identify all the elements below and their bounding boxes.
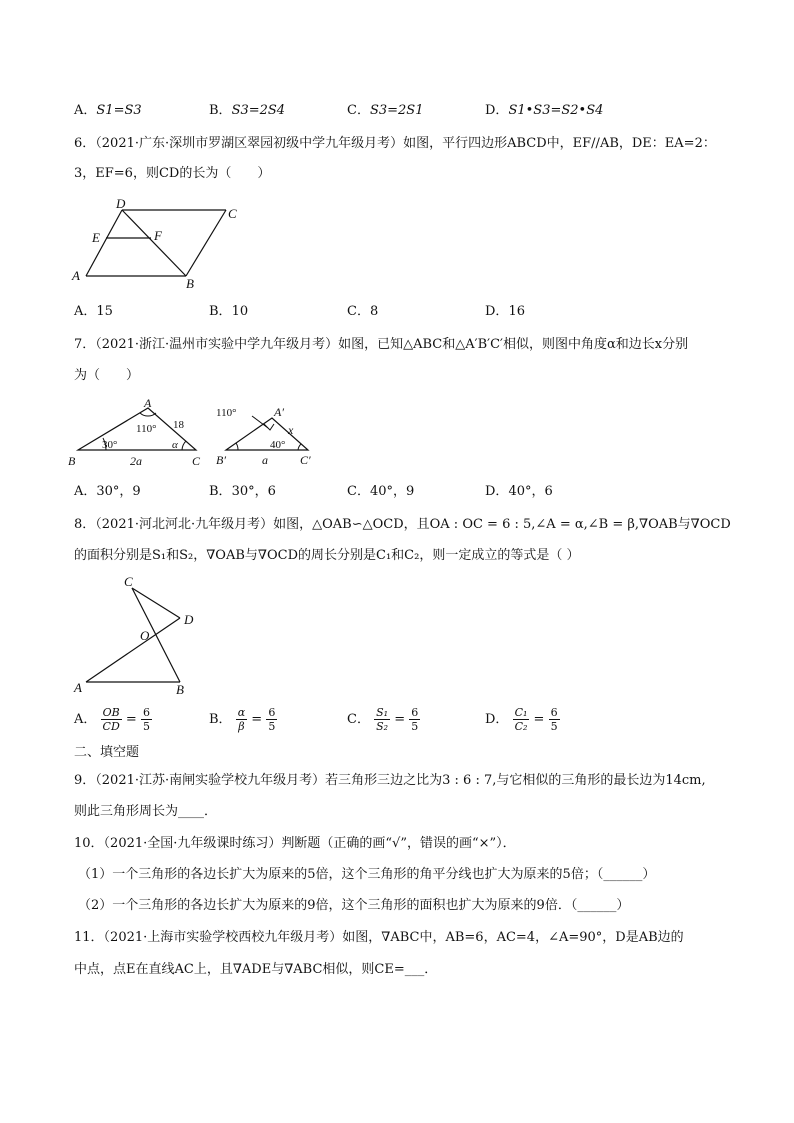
q5-option-b[interactable] xyxy=(209,101,285,121)
option-value: 15 xyxy=(96,304,113,319)
option-label: A． xyxy=(74,304,97,319)
vertex-a-label: A xyxy=(144,396,152,410)
option-fraction xyxy=(236,706,247,733)
point-f-label: F xyxy=(154,228,162,243)
q7-option-b[interactable] xyxy=(209,482,276,502)
fraction-numerator: 6 xyxy=(550,706,558,719)
q11-stem-line2: 中点，点E在直线AC上，且∇ADE与∇ABC相似，则CE=___． xyxy=(74,962,438,977)
vertex-c-prime-label: C′ xyxy=(300,453,311,467)
fraction-denominator: C₂ xyxy=(514,720,528,733)
ratio-fraction xyxy=(141,706,152,733)
q9-stem-line1: 9．（2021·江苏·南闸实验学校九年级月考）若三角形三边之比为3 : 6 : 7,与它相似的三角形的最长边为14cm, xyxy=(74,773,706,788)
q7-triangle-abc-prime-figure xyxy=(216,404,326,470)
q5-option-a[interactable] xyxy=(74,101,142,121)
option-expr: S1=S3 xyxy=(96,103,142,118)
q8-option-a[interactable] xyxy=(74,706,152,733)
vertex-a-label: A xyxy=(72,268,80,283)
vertex-b-prime-label: B′ xyxy=(216,453,226,467)
fraction-denominator: 5 xyxy=(550,720,558,733)
angle-c-prime-label: 40° xyxy=(270,439,286,451)
q6-stem-line2: 3，EF=6，则CD的长为（ ） xyxy=(74,166,271,181)
q5-option-c[interactable] xyxy=(347,101,423,121)
option-expr: S1•S3=S2•S4 xyxy=(508,103,604,118)
side-x-label: x xyxy=(288,423,294,437)
vertex-c-label: C xyxy=(192,454,201,468)
q9-stem-line2: 则此三角形周长为____． xyxy=(74,804,218,819)
fraction-numerator: OB xyxy=(101,706,122,720)
q6-option-c[interactable] xyxy=(347,302,378,322)
vertex-a-label: A xyxy=(74,680,82,695)
q10-stem: 10．（2021·全国·九年级课时练习）判断题（正确的画“√”，错误的画“×”）． xyxy=(74,836,516,851)
option-label: D． xyxy=(485,304,509,319)
option-value: 16 xyxy=(508,304,525,319)
q7-stem-line1: 7．（2021·浙江·温州市实验中学九年级月考）如图，已知△ABC和△A′B′C′相似，则图中角度α和边长x分别 xyxy=(74,337,689,352)
fraction-numerator: 6 xyxy=(142,706,150,719)
side-ac-label: 18 xyxy=(173,419,184,431)
option-label: B． xyxy=(209,304,232,319)
vertex-b-label: B xyxy=(176,682,184,697)
q7-option-c[interactable] xyxy=(347,482,414,502)
option-value: 30°，6 xyxy=(231,484,276,499)
q8-option-c[interactable] xyxy=(347,706,420,733)
angle-a-label: 110° xyxy=(136,423,157,435)
fraction-numerator: C₁ xyxy=(514,706,528,719)
q11-stem-line1: 11．（2021·上海市实验学校西校九年级月考）如图，∇ABC中，AB=6，AC=4，∠A=90°，D是AB边的 xyxy=(74,930,684,945)
option-expr: S3=2S1 xyxy=(369,103,424,118)
angle-c-label: α xyxy=(172,439,178,451)
vertex-b-label: B xyxy=(186,276,194,291)
fraction-denominator: 5 xyxy=(142,720,150,733)
option-value: 8 xyxy=(369,304,379,319)
option-label: C． xyxy=(347,103,370,118)
q7-option-a[interactable] xyxy=(74,482,141,502)
fraction-numerator: S₁ xyxy=(376,706,389,719)
q7-option-d[interactable] xyxy=(485,482,553,502)
vertex-c-label: C xyxy=(228,206,237,221)
q8-option-b[interactable] xyxy=(209,706,277,733)
point-e-label: E xyxy=(92,230,100,245)
option-value: 40°，9 xyxy=(369,484,415,499)
option-value: 40°，6 xyxy=(508,484,553,499)
vertex-b-label: B xyxy=(68,454,76,468)
option-label: C． xyxy=(347,304,370,319)
vertex-d-label: D xyxy=(184,612,194,627)
q6-option-d[interactable] xyxy=(485,302,525,322)
vertex-a-prime-label: A′ xyxy=(274,405,284,419)
q6-stem-line1: 6．（2021·广东·深圳市罗湖区翠园初级中学九年级月考）如图，平行四边形ABCD中，EF//AB，DE：EA=2： xyxy=(74,136,716,151)
fraction-denominator: β xyxy=(238,720,245,733)
side-bc-prime-label: a xyxy=(262,453,268,467)
equals-sign: = xyxy=(125,712,137,727)
q10-item-1: （1）一个三角形的各边长扩大为原来的5倍，这个三角形的角平分线也扩大为原来的5倍；（______） xyxy=(78,867,656,882)
section-heading-fill-in: 二、填空题 xyxy=(74,745,140,760)
fraction-denominator: 5 xyxy=(411,720,419,733)
angle-b-label: 30° xyxy=(102,439,118,451)
q7-triangle-abc-figure xyxy=(66,396,206,472)
q8-option-d[interactable] xyxy=(485,706,560,733)
option-label: B． xyxy=(209,103,232,118)
option-label: B． xyxy=(209,484,232,499)
point-o-label: O xyxy=(140,628,150,643)
q6-parallelogram-figure xyxy=(66,196,256,292)
option-label: B． xyxy=(209,712,232,727)
option-label: D． xyxy=(485,712,509,727)
fraction-numerator: α xyxy=(237,706,246,719)
q6-option-b[interactable] xyxy=(209,302,248,322)
q8-figure xyxy=(70,574,210,698)
side-bc-label: 2a xyxy=(130,454,142,468)
ratio-fraction xyxy=(266,706,277,733)
q10-item-2: （2）一个三角形的各边长扩大为原来的9倍，这个三角形的面积也扩大为原来的9倍．（______） xyxy=(78,898,630,913)
vertex-c-label: C xyxy=(124,574,133,589)
option-fraction xyxy=(374,706,390,733)
q7-stem-line2: 为（ ） xyxy=(74,368,140,383)
equals-sign: = xyxy=(394,712,406,727)
option-label: C． xyxy=(347,712,370,727)
option-label: A． xyxy=(74,712,97,727)
fraction-denominator: CD xyxy=(102,720,120,733)
option-label: C． xyxy=(347,484,370,499)
option-fraction xyxy=(101,706,122,733)
vertex-d-label: D xyxy=(116,196,126,211)
q5-option-d[interactable] xyxy=(485,101,603,121)
fraction-numerator: 6 xyxy=(268,706,276,719)
fraction-denominator: 5 xyxy=(268,720,276,733)
option-value: 10 xyxy=(231,304,249,319)
q8-stem-line2: 的面积分别是S₁和S₂，∇OAB与∇OCD的周长分别是C₁和C₂，则一定成立的等式是（ ） xyxy=(74,548,580,563)
equals-sign: = xyxy=(533,712,545,727)
option-expr: S3=2S4 xyxy=(231,103,286,118)
option-label: D． xyxy=(485,484,509,499)
option-label: D． xyxy=(485,103,509,118)
q8-stem-line1: 8．（2021·河北河北·九年级月考）如图，△OAB∽△OCD，且OA : OC = 6 : 5,∠A = α,∠B = β,∇OAB与∇OCD xyxy=(74,517,731,532)
option-label: A． xyxy=(74,103,97,118)
equals-sign: = xyxy=(251,712,263,727)
q6-option-a[interactable] xyxy=(74,302,113,322)
angle-a-prime-label: 110° xyxy=(216,407,237,419)
option-value: 30°，9 xyxy=(96,484,141,499)
ratio-fraction xyxy=(549,706,560,733)
option-fraction xyxy=(513,706,530,733)
fraction-denominator: S₂ xyxy=(376,720,389,733)
option-label: A． xyxy=(74,484,97,499)
fraction-numerator: 6 xyxy=(411,706,419,719)
ratio-fraction xyxy=(409,706,420,733)
